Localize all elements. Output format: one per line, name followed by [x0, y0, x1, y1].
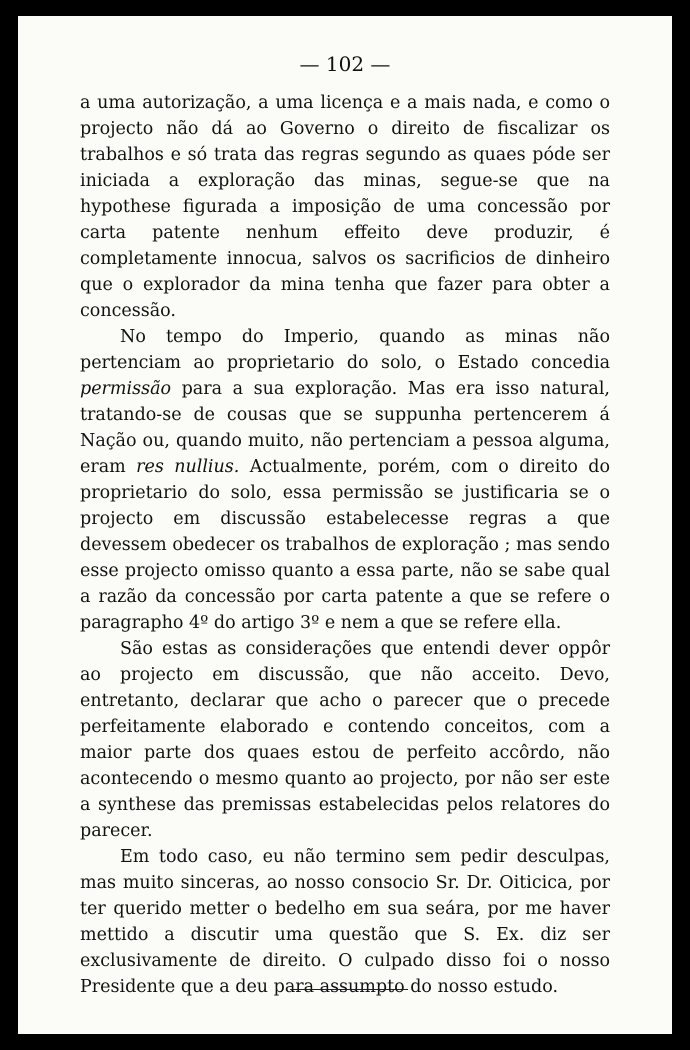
body-text [80, 90, 610, 1000]
paragraph-4: Em todo caso, eu não termino sem pedir desculpas, mas muito sinceras, ao nosso consocio Sr. Dr. Oiticica, por ter querido metter o bedelho em sua seára, por me haver mettido a discutir uma questão que S. Ex. diz ser exclusivamente de direito. O culpado disso foi o nosso Presidente que a deu para assumpto do nosso estudo. [80, 847, 610, 997]
book-page [18, 16, 672, 1034]
emphasis-permissao: permissão [80, 379, 172, 399]
paragraph-3: São estas as considerações que entendi dever oppôr ao projecto em discussão, que não acceito. Devo, entretanto, declarar que acho o parecer que o precede perfeitamente elaborado e contendo conceitos, com a maior parte dos quaes estou de perfeito accôrdo, não acontecendo o mesmo quanto ao projecto, por não ser este a synthese das premissas estabelecidas pelos relatores do parecer. [80, 639, 610, 841]
paragraph-2-text-c: Actualmente, porém, com o direito do proprietario do solo, essa permissão se justificaria se o projecto em discussão estabelecesse regras a que devessem obedecer os trabalhos de exploração ; mas sendo esse projecto omisso quanto a essa parte, não se sabe qual a razão da concessão por carta patente a que se refere o paragrapho 4º do artigo 3º e nem a que se refere ella. [80, 457, 610, 633]
end-rule [290, 989, 408, 990]
paragraph-2-text-a: No tempo do Imperio, quando as minas não pertenciam ao proprietario do solo, o Estado concedia [80, 327, 610, 373]
paragraph-2 [80, 324, 610, 636]
paragraph-2-text-b: para a sua exploração. Mas era isso natural, tratando-se de cousas que se suppunha pertencerem á Nação ou, quando muito, não pertenciam a pessoa alguma, eram [80, 379, 610, 477]
paragraph-1: a uma autorização, a uma licença e a mais nada, e como o projecto não dá ao Governo o direito de fiscalizar os trabalhos e só trata das regras segundo as quaes póde ser iniciada a exploração das minas, segue-se que na hypothese figurada a imposição de uma concessão por carta patente nenhum effeito deve produzir, é completamente innocua, salvos os sacrificios de dinheiro que o explorador da mina tenha que fazer para obter a concessão. [80, 93, 610, 321]
page-number: — 102 — [299, 52, 391, 76]
emphasis-res-nullius: res nullius. [136, 457, 240, 477]
